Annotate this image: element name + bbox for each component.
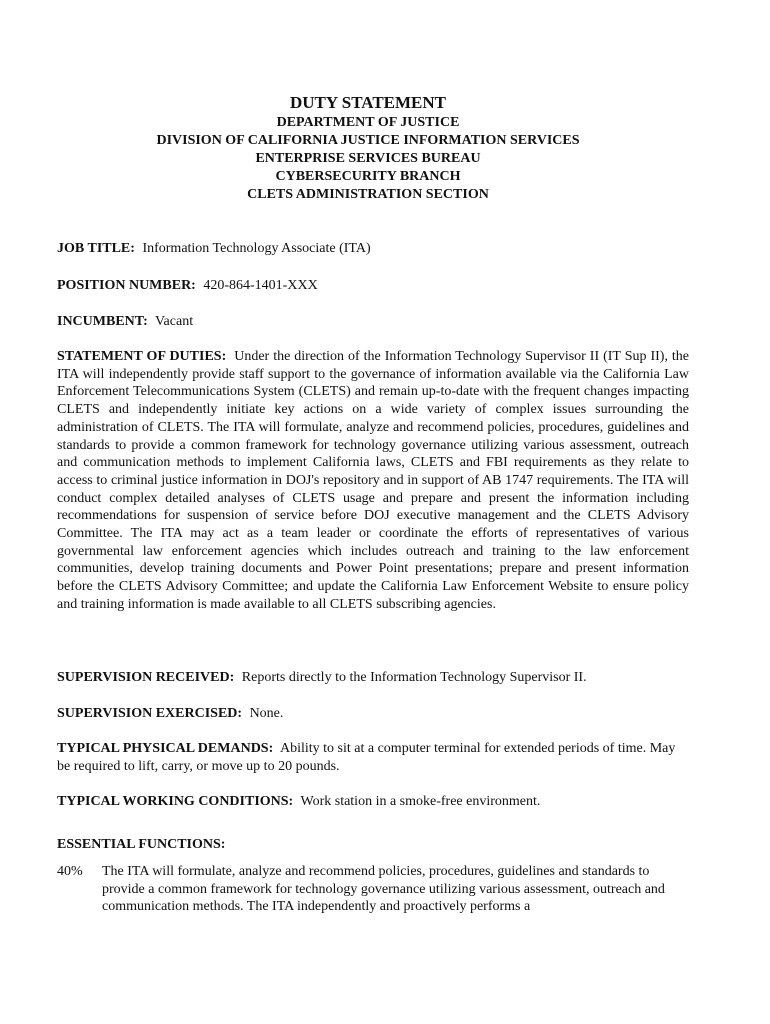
position-number-field (57, 277, 689, 295)
statement-of-duties-text: Under the direction of the Information Technology Supervisor II (IT Sup II), the ITA will independently provide staff support to the governance of information available via the California Law Enforcement Telecommunications System (CLETS) and remain up-to-date with the frequent changes impacting CLETS and independently initiate key actions on a wide variety of complex issues surrounding the administration of CLETS. The ITA will formulate, analyze and recommend policies, procedures, guidelines and standards to provide a common framework for technology governance utilizing various assessment, outreach and communication methods to implement California laws, CLETS and FBI requirements as they relate to access to criminal justice information in DOJ's repository and in support of AB 1747 requirements. The ITA will conduct complex detailed analyses of CLETS usage and prepare and present the information including recommendations for suspension of service before DOJ executive management and the CLETS Advisory Committee. The ITA may act as a team leader or coordinate the efforts of representatives of various governmental law enforcement agencies which includes outreach and training to the law enforcement communities, develop training documents and Power Point presentations; prepare and present information before the CLETS Advisory Committee; and update the California Law Enforcement Website to ensure policy and training information is made available to all CLETS subscribing agencies. (57, 349, 690, 612)
working-conditions-field (57, 793, 689, 811)
working-conditions-label: TYPICAL WORKING CONDITIONS: (57, 794, 294, 809)
job-title-value: Information Technology Associate (ITA) (142, 241, 371, 256)
incumbent-label: INCUMBENT: (57, 314, 148, 329)
supervision-received-value: Reports directly to the Information Technology Supervisor II. (241, 670, 587, 685)
job-title-label: JOB TITLE: (57, 241, 135, 256)
essential-functions-heading (57, 836, 689, 854)
header-branch: CYBERSECURITY BRANCH (275, 169, 461, 184)
header-section: CLETS ADMINISTRATION SECTION (247, 187, 489, 202)
function-text: The ITA will formulate, analyze and recommend policies, procedures, guidelines and standards to provide a common framework for technology governance utilizing various assessment, outreach and communication methods. The ITA independently and proactively performs a (102, 864, 665, 914)
position-number-label: POSITION NUMBER: (57, 278, 196, 293)
essential-function-item (57, 863, 689, 916)
statement-of-duties-label: STATEMENT OF DUTIES: (57, 349, 227, 364)
document-title: DUTY STATEMENT (289, 93, 446, 112)
physical-demands-value: Ability to sit at a computer terminal for extended periods of time. May be required to lift, carry, or move up to 20 pounds. (57, 741, 676, 774)
header-department: DEPARTMENT OF JUSTICE (276, 115, 460, 130)
incumbent-field (57, 313, 689, 331)
physical-demands-field (57, 740, 689, 776)
header-bureau: ENTERPRISE SERVICES BUREAU (255, 151, 481, 166)
supervision-exercised-field (57, 705, 689, 723)
supervision-received-label: SUPERVISION RECEIVED: (57, 670, 235, 685)
statement-of-duties (57, 348, 689, 614)
job-title-field (57, 240, 689, 258)
incumbent-value: Vacant (155, 314, 194, 329)
essential-functions-label: ESSENTIAL FUNCTIONS: (57, 837, 226, 852)
header-division: DIVISION OF CALIFORNIA JUSTICE INFORMATION SERVICES (156, 133, 580, 148)
supervision-exercised-value: None. (249, 706, 284, 721)
working-conditions-value: Work station in a smoke-free environment. (300, 794, 541, 809)
position-number-value: 420-864-1401-XXX (203, 278, 318, 293)
physical-demands-label: TYPICAL PHYSICAL DEMANDS: (57, 741, 274, 756)
supervision-received-field (57, 669, 689, 687)
supervision-exercised-label: SUPERVISION EXERCISED: (57, 706, 243, 721)
function-percent: 40% (57, 864, 83, 879)
